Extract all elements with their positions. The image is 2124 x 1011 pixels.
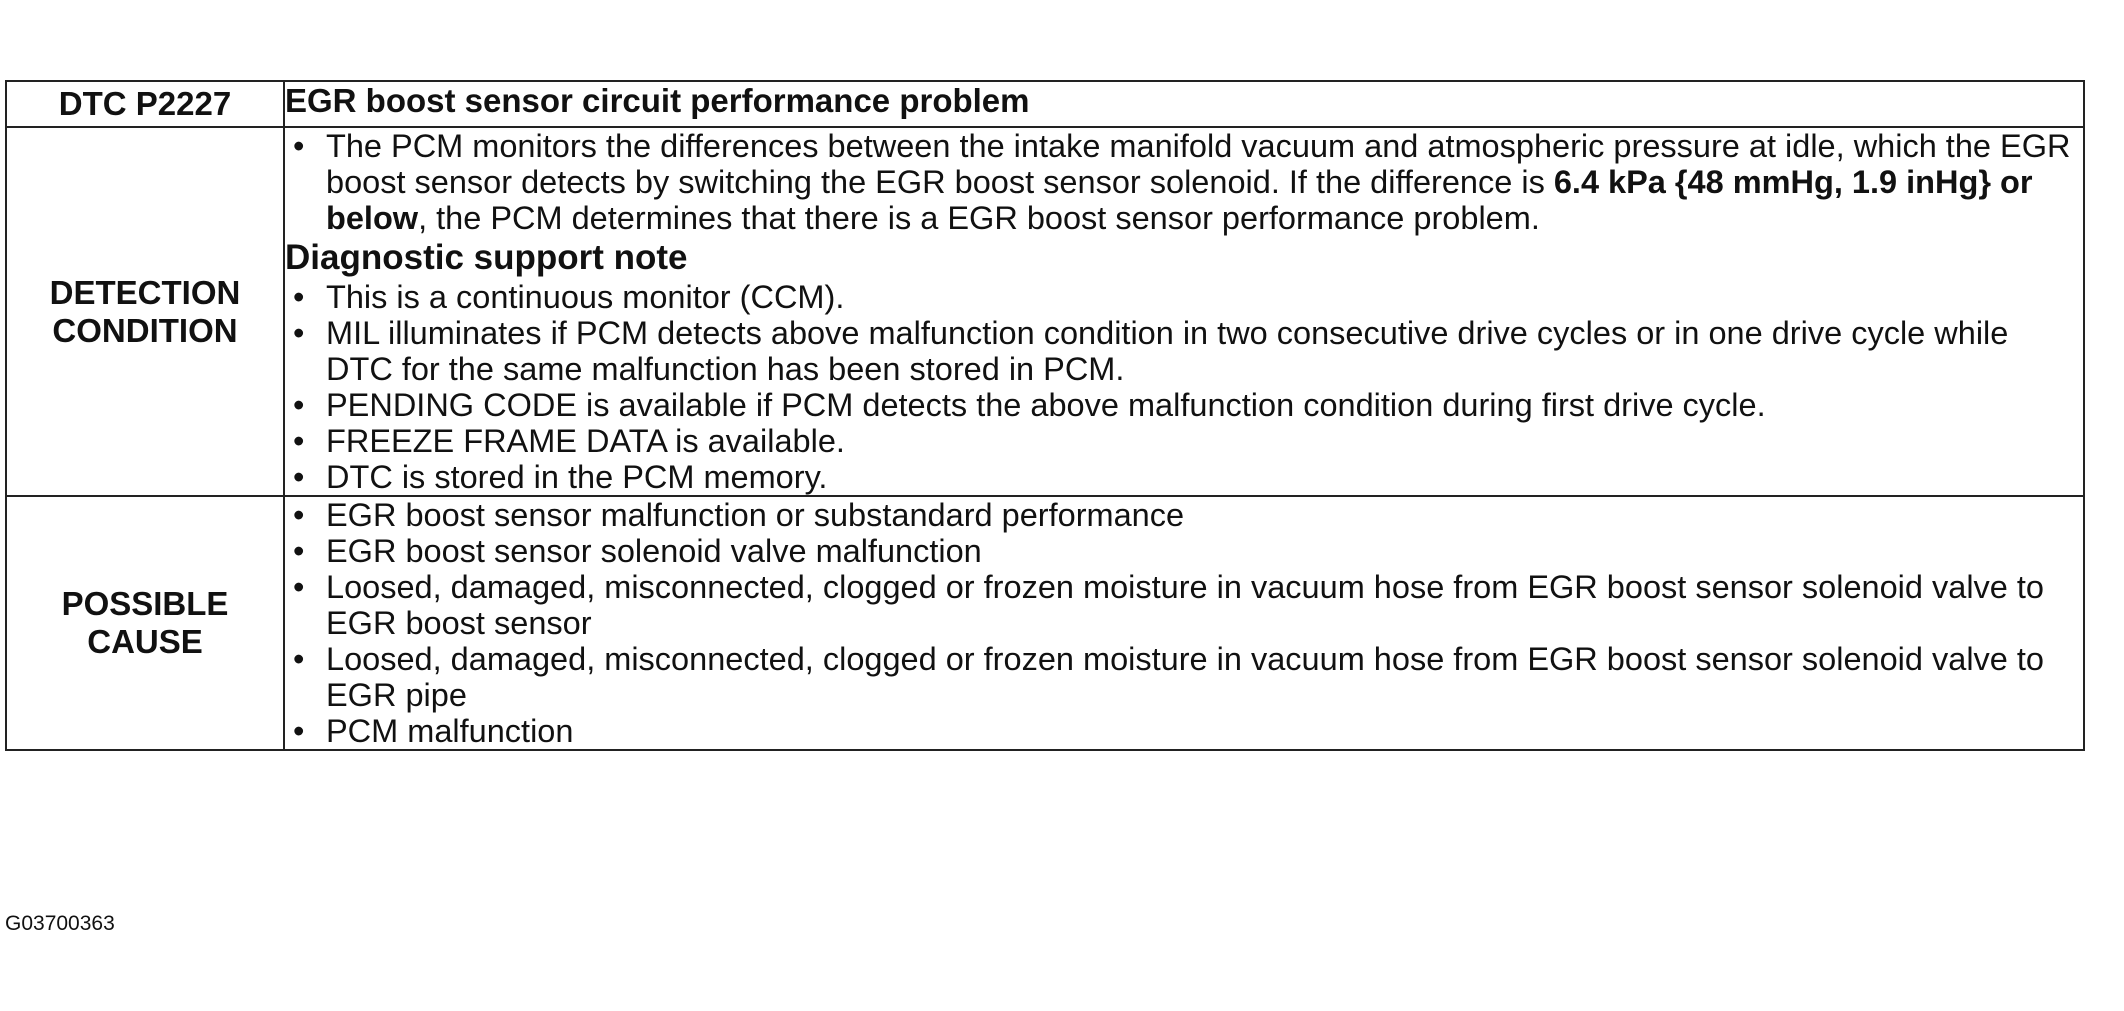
dtc-title-cell: [284, 81, 2084, 127]
detection-content: [284, 127, 2084, 496]
detection-label-line2: CONDITION: [52, 311, 238, 349]
dtc-table: [5, 80, 2085, 751]
cause-item: • Loosed, damaged, misconnected, clogged or frozen moisture in vacuum hose from EGR boost sensor solenoid valve to EGR boost sensor: [285, 569, 2083, 641]
cause-item: • Loosed, damaged, misconnected, clogged or frozen moisture in vacuum hose from EGR boost sensor solenoid valve to EGR pipe: [285, 641, 2083, 713]
cause-label-cell: [6, 496, 284, 750]
header-row: [6, 81, 2084, 127]
detection-intro-item: [285, 128, 2083, 236]
cause-item: • EGR boost sensor solenoid valve malfunction: [285, 533, 2083, 569]
support-note-heading: Diagnostic support note: [285, 238, 688, 277]
cause-label-line2: CAUSE: [87, 623, 203, 660]
cause-item: • PCM malfunction: [285, 713, 2083, 749]
support-note-item: • PENDING CODE is available if PCM detects the above malfunction condition during first drive cycle.: [285, 387, 2083, 423]
cause-content: [284, 496, 2084, 750]
dtc-code: DTC P2227: [58, 85, 232, 122]
support-note-item: • DTC is stored in the PCM memory.: [285, 459, 2083, 495]
detection-intro-text-before: The PCM monitors the differences between the intake manifold vacuum and atmospheric pressure at idle, which the EGR boost sensor detects by switching the EGR boost sensor solenoid. If the difference is: [326, 128, 2071, 200]
cause-row: [6, 496, 2084, 750]
cause-list: [285, 497, 2083, 749]
cause-item: • EGR boost sensor malfunction or substandard performance: [285, 497, 2083, 533]
support-note-list: [285, 279, 2083, 495]
support-note-item: • FREEZE FRAME DATA is available.: [285, 423, 2083, 459]
support-note-item: • MIL illuminates if PCM detects above malfunction condition in two consecutive drive cycles or in one drive cycle while DTC for the same malfunction has been stored in PCM.: [285, 315, 2083, 387]
support-note-item: • This is a continuous monitor (CCM).: [285, 279, 2083, 315]
detection-intro-list: [285, 128, 2083, 236]
figure-code: G03700363: [5, 912, 115, 935]
dtc-code-cell: [6, 81, 284, 127]
detection-intro-text-after: , the PCM determines that there is a EGR boost sensor performance problem.: [418, 200, 1540, 236]
detection-label-cell: [6, 127, 284, 496]
dtc-title: EGR boost sensor circuit performance problem: [285, 82, 1030, 119]
detection-threshold: 6.4 kPa {48 mmHg, 1.9 inHg} or below: [326, 164, 2033, 236]
cause-label-line1: POSSIBLE: [61, 585, 229, 622]
detection-row: [6, 127, 2084, 496]
detection-label-line1: DETECTION: [49, 273, 241, 311]
